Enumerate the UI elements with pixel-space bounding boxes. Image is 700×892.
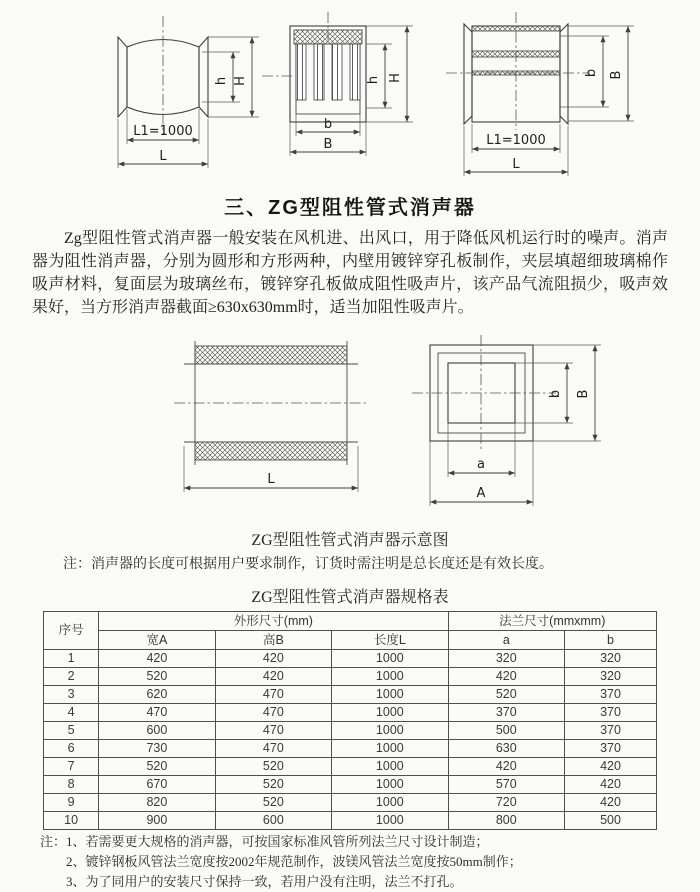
footnote-line: 注：1、若需要更大规格的消声器，可按国家标准风管所列法兰尺寸设计制造； — [40, 834, 489, 849]
dim-label-L1: L1=1000 — [486, 133, 546, 148]
table-cell: 420 — [565, 758, 657, 776]
col-header-height: 高B — [215, 631, 331, 650]
table-cell: 1000 — [332, 776, 448, 794]
table-cell: 1 — [44, 650, 99, 668]
intro-paragraph: Zg型阻性管式消声器一般安装在风机进、出风口，用于降低风机运行时的噪声。消声器为阻性消声器，分别为圆形和方形两种，内壁用镀锌穿孔板制作，夹层填超细玻璃棉作吸声材料，复面层为玻璃丝布，镀锌穿孔板做成阻性吸声片，该产品气流阻损少，吸声效果好，当方形消声器截面≥630x630mm时，适当加阻性吸声片。 — [32, 230, 668, 316]
table-row — [44, 740, 657, 758]
col-header-length: 长度L — [332, 631, 448, 650]
col-header-flange-a: a — [448, 631, 564, 650]
table-cell: 1000 — [332, 704, 448, 722]
splitter-baffles — [296, 44, 360, 100]
table-cell: 600 — [215, 812, 331, 830]
drawing-rect-muffler-side — [446, 12, 634, 176]
table-cell: 5 — [44, 722, 99, 740]
table-cell: 3 — [44, 686, 99, 704]
section-heading: 三、ZG型阻性管式消声器 — [224, 197, 476, 219]
table-cell: 1000 — [332, 650, 448, 668]
col-header-flange-b: b — [565, 631, 657, 650]
dim-label-L: L — [267, 472, 275, 487]
spec-table — [43, 611, 657, 830]
table-cell: 1000 — [332, 812, 448, 830]
table-cell: 420 — [215, 668, 331, 686]
col-group-outline: 外形尺寸(mm) — [99, 612, 448, 631]
table-cell: 730 — [99, 740, 215, 758]
table-cell: 420 — [565, 794, 657, 812]
drawing-circular-section — [174, 341, 368, 492]
dim-label-a: a — [477, 457, 485, 472]
table-title: ZG型阻性管式消声器规格表 — [251, 589, 449, 606]
drawing-square-section — [412, 335, 601, 506]
table-cell: 670 — [99, 776, 215, 794]
dim-label-h: h — [366, 75, 381, 85]
table-cell: 1000 — [332, 758, 448, 776]
table-cell: 420 — [565, 776, 657, 794]
table-cell: 470 — [99, 704, 215, 722]
table-row — [44, 668, 657, 686]
table-cell: 370 — [565, 722, 657, 740]
table-cell: 8 — [44, 776, 99, 794]
table-cell: 320 — [448, 650, 564, 668]
table-row — [44, 650, 657, 668]
table-row — [44, 722, 657, 740]
table-cell: 600 — [99, 722, 215, 740]
table-cell: 520 — [215, 776, 331, 794]
table-row — [44, 704, 657, 722]
table-cell: 420 — [448, 758, 564, 776]
dim-label-b: b — [548, 389, 563, 399]
table-cell: 800 — [448, 812, 564, 830]
table-cell: 630 — [448, 740, 564, 758]
spec-table-head — [44, 612, 657, 650]
dim-label-A: A — [476, 486, 486, 501]
table-cell: 520 — [99, 668, 215, 686]
table-cell: 520 — [215, 794, 331, 812]
table-cell: 470 — [215, 704, 331, 722]
table-cell: 520 — [215, 758, 331, 776]
dim-label-h: h — [214, 76, 229, 86]
dim-label-H: H — [233, 76, 248, 86]
drawing-round-muffler — [118, 16, 259, 168]
table-cell: 7 — [44, 758, 99, 776]
dim-label-H: H — [388, 73, 403, 83]
figure-dimension-drawings — [0, 4, 700, 184]
table-row — [44, 794, 657, 812]
table-row — [44, 686, 657, 704]
table-cell: 520 — [99, 758, 215, 776]
figure-note: 注：消声器的长度可根据用户要求制作，订货时需注明是总长度还是有效长度。 — [63, 557, 553, 572]
table-cell: 320 — [565, 668, 657, 686]
spec-table-body — [44, 650, 657, 830]
figure-caption: ZG型阻性管式消声器示意图 — [251, 532, 449, 549]
footnotes — [40, 832, 670, 892]
table-cell: 420 — [215, 650, 331, 668]
table-cell: 320 — [565, 650, 657, 668]
dim-label-B: B — [576, 389, 591, 399]
col-header-width: 宽A — [99, 631, 215, 650]
table-row — [44, 758, 657, 776]
col-group-flange: 法兰尺寸(mmxmm) — [448, 612, 656, 631]
table-cell: 620 — [99, 686, 215, 704]
dim-label-L1: L1=1000 — [133, 124, 193, 139]
table-row — [44, 812, 657, 830]
dim-label-L: L — [512, 157, 520, 172]
table-cell: 2 — [44, 668, 99, 686]
table-cell: 1000 — [332, 722, 448, 740]
table-cell: 1000 — [332, 794, 448, 812]
table-cell: 520 — [448, 686, 564, 704]
table-row — [44, 776, 657, 794]
table-cell: 370 — [565, 686, 657, 704]
table-cell: 370 — [565, 740, 657, 758]
table-cell: 900 — [99, 812, 215, 830]
dim-label-B: B — [609, 70, 624, 80]
table-cell: 1000 — [332, 740, 448, 758]
table-cell: 6 — [44, 740, 99, 758]
table-cell: 370 — [565, 704, 657, 722]
footnote-line: 3、为了同用户的安装尺寸保持一致，若用户没有注明，法兰不打孔。 — [66, 874, 463, 889]
footnote-line: 2、镀锌钢板风管法兰宽度按2002年规范制作，波镁风管法兰宽度按50mm制作； — [66, 854, 522, 869]
table-cell: 10 — [44, 812, 99, 830]
table-cell: 1000 — [332, 686, 448, 704]
table-cell: 720 — [448, 794, 564, 812]
table-cell: 1000 — [332, 668, 448, 686]
table-cell: 500 — [565, 812, 657, 830]
drawing-square-muffler-front — [262, 12, 413, 156]
table-cell: 420 — [448, 668, 564, 686]
table-cell: 820 — [99, 794, 215, 812]
col-header-index: 序号 — [44, 612, 99, 650]
dim-label-B: B — [323, 137, 333, 152]
figure-schematic — [0, 330, 700, 525]
table-cell: 470 — [215, 740, 331, 758]
table-cell: 570 — [448, 776, 564, 794]
table-cell: 420 — [99, 650, 215, 668]
dim-label-b: b — [323, 117, 333, 132]
table-cell: 370 — [448, 704, 564, 722]
table-cell: 4 — [44, 704, 99, 722]
table-cell: 470 — [215, 722, 331, 740]
table-cell: 500 — [448, 722, 564, 740]
table-cell: 470 — [215, 686, 331, 704]
table-cell: 9 — [44, 794, 99, 812]
dim-label-b: b — [584, 68, 599, 78]
dim-label-L: L — [159, 149, 167, 164]
